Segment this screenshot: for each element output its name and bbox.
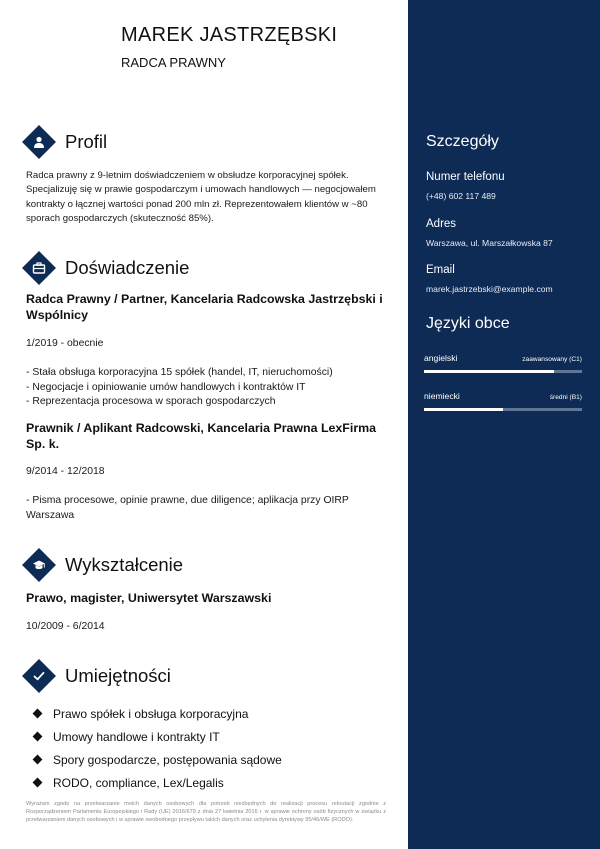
job-bullet: - Pisma procesowe, opinie prawne, due diligence; aplikacja przy OIRP Warszawa [26,495,349,521]
education-dates: 10/2009 - 6/2014 [26,621,105,632]
profile-text: Radca prawny z 9-letnim doświadczeniem w obsłudze korporacyjnej spółek. Specjalizuję się w prawie gospodarczym i umowach handlowych — negocjowałem kontrakty o łącznej wartości ponad 200 mln zł. Reprezentowałem klientów w ~80 sporach gospodarczych (skuteczność 85%). [26,170,376,225]
section-title-skills: Umiejętności [65,665,171,686]
job-dates: 1/2019 - obecnie [26,338,104,349]
education-degree: Prawo, magister, Uniwersytet Warszawski [26,591,272,605]
language-level: zaawansowany (C1) [522,356,582,363]
section-header-education [22,548,183,582]
job-dates: 9/2014 - 12/2018 [26,466,105,477]
skill-item [34,748,282,771]
job-bullet: - Reprezentacja procesowa w sporach gospodarczych [26,396,276,407]
gdpr-clause: Wyrażam zgodę na przetwarzanie moich danych osobowych dla potrzeb niezbędnych do realizacji procesu rekrutacji zgodnie z Rozporządzeniem Parlamentu Europejskiego i Rady (UE) 2016/679 z dnia 27 kwietnia 2016 r. w sprawie ochrony osób fizycznych w związku z przetwarzaniem danych osobowych i w sprawie swobodnego przepływu takich danych oraz uchylenia dyrektywy 95/46/WE (RODO). [26,801,386,823]
job-title: Prawnik / Aplikant Radcowski, Kancelaria Prawna LexFirma Sp. k. [26,421,377,451]
section-header-profile [22,125,107,159]
diamond-bullet-icon [33,755,43,765]
diamond-bullet-icon [33,709,43,719]
candidate-name: MAREK JASTRZĘBSKI [121,24,338,46]
section-header-skills [22,659,171,693]
graduation-cap-icon [22,548,56,582]
skill-label: Umowy handlowe i kontrakty IT [53,729,220,744]
skill-item [34,725,282,748]
person-icon [22,125,56,159]
language-item [424,391,582,411]
phone-label: Numer telefonu [426,171,505,183]
skill-item [34,702,282,725]
skill-item [34,771,282,794]
language-bar-fill [424,408,503,411]
section-title-experience: Doświadczenie [65,257,190,278]
sidebar [408,0,600,849]
skill-label: RODO, compliance, Lex/Legalis [53,775,224,790]
language-bar-fill [424,370,554,373]
job-title: Radca Prawny / Partner, Kancelaria Radcowska Jastrzębski i Wspólnicy [26,292,383,322]
email-value[interactable]: marek.jastrzebski@example.com [426,284,553,294]
address-value: Warszawa, ul. Marszałkowska 87 [426,238,553,248]
candidate-role: RADCA PRAWNY [121,55,226,70]
job-bullets [26,494,371,523]
skills-list [34,702,282,794]
skill-label: Prawo spółek i obsługa korporacyjna [53,706,249,721]
job-bullet: - Stała obsługa korporacyjna 15 spółek (handel, IT, nieruchomości) [26,367,333,378]
language-bar [424,408,582,411]
languages-title: Języki obce [426,315,510,332]
language-name: niemiecki [424,391,460,401]
address-label: Adres [426,218,457,230]
section-title-education: Wykształcenie [65,554,184,575]
skill-label: Spory gospodarcze, postępowania sądowe [53,752,282,767]
language-item [424,353,582,373]
language-level: średni (B1) [549,394,582,401]
details-title: Szczegóły [426,133,499,150]
checkmark-icon [22,659,56,693]
language-name: angielski [424,353,458,363]
job-bullets [26,366,386,410]
section-header-experience [22,251,189,285]
briefcase-icon [22,251,56,285]
phone-value: (+48) 602 117 489 [426,191,496,201]
email-label: Email [426,264,455,276]
language-bar [424,370,582,373]
diamond-bullet-icon [33,778,43,788]
section-title-profile: Profil [65,131,108,152]
diamond-bullet-icon [33,732,43,742]
job-bullet: - Negocjacje i opiniowanie umów handlowych i kontraktów IT [26,381,306,393]
